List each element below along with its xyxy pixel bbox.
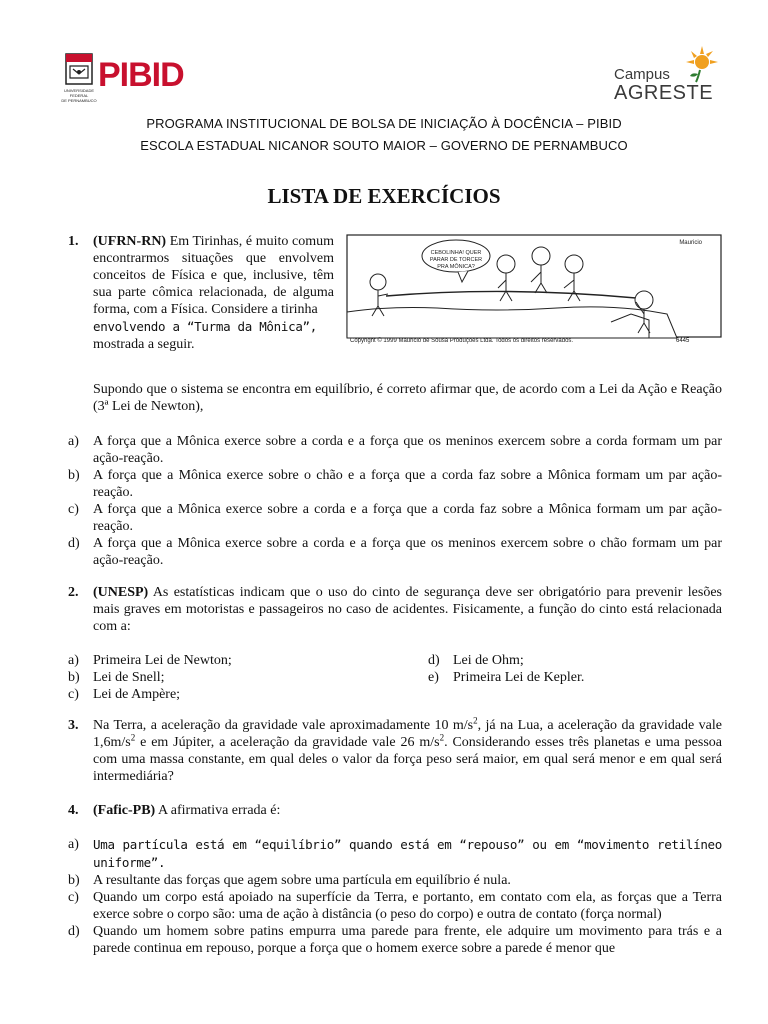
ufpe-crest-icon (61, 52, 97, 106)
question-3: 3. Na Terra, a aceleração da gravidade vale aproximadamente 10 $m/s^2$, já na Lua, a aceleração da gravidade vale $1,6m/s^2$ e em Júpiter, a aceleração da gravidade vale 26 $m/s^2$. Considerando esses três planetas e uma pessoa com uma massa constante, em qual deles o valor da força peso será maior, em qual será menor e em qual será intermediária? (68, 715, 723, 784)
agreste-wordmark: AGRESTE (614, 82, 714, 104)
option-d[interactable]: d) Lei de Ohm; (428, 653, 524, 668)
option-c[interactable]: c) Quando um corpo está apoiado na superfície da Terra, e portanto, em contato com ela, as forças que a Terra exerce sobre o corpo são: uma de ação à distância (o peso do corpo) e outra de contato (força normal) (68, 890, 722, 922)
svg-text:DE PERNAMBUCO: DE PERNAMBUCO (61, 98, 97, 103)
option-d[interactable]: d) A força que a Mônica exerce sobre a corda e a força que os meninos exercem sobre o chão formam um par ação-reação. (68, 536, 722, 568)
option-e[interactable]: e) Primeira Lei de Kepler. (428, 670, 585, 685)
question-4: 4. (Fafic-PB) A afirmativa errada é: (68, 803, 281, 818)
pibid-wordmark: PIBID (98, 56, 184, 94)
option-c[interactable]: c) Lei de Ampère; (68, 687, 181, 702)
question-2: 2. (UNESP) As estatísticas indicam que o uso do cinto de segurança deve ser obrigatório para prevenir lesões mais graves em motoristas e passageiros no caso de acidentes. Fisicamente, a função do cinto está relacionada com a: (68, 585, 722, 634)
question-2-options (68, 652, 722, 703)
svg-text:Mauricio: Mauricio (679, 240, 702, 246)
institution-line-1: PROGRAMA INSTITUCIONAL DE BOLSA DE INICIAÇÃO À DOCÊNCIA – PIBID (146, 116, 622, 131)
question-1-statement: Supondo que o sistema se encontra em equilíbrio, é correto afirmar que, de acordo com a Lei da Ação e Reação (3ª Lei de Newton), (93, 382, 722, 414)
page-header (0, 0, 768, 110)
question-source: (UNESP) (93, 585, 149, 600)
comic-code: 6445 (676, 338, 690, 344)
question-4-options (68, 836, 722, 957)
question-1-intro: 1. (UFRN-RN) Em Tirinhas, é muito comum encontrarmos situações que envolvem conceitos de Física e que, inclusive, têm sua parte cômica relacionada, de alguma forma, com a Física. Considere a tirinha envolvendo a “Turma da Mônica”, mostrada a seguir. (68, 234, 335, 352)
svg-text:FEDERAL: FEDERAL (69, 93, 89, 98)
question-number: 1. (68, 234, 79, 249)
comic-strip (346, 234, 722, 349)
campus-agreste-logo (612, 44, 724, 108)
svg-text:UNIVERSIDADE: UNIVERSIDADE (63, 88, 95, 93)
option-b[interactable]: b) A força que a Mônica exerce sobre o chão e a força que a corda faz sobre a Mônica formam um par ação-reação. (68, 468, 722, 500)
institution-line-2: ESCOLA ESTADUAL NICANOR SOUTO MAIOR – GOVERNO DE PERNAMBUCO (140, 138, 628, 153)
page-title: LISTA DE EXERCÍCIOS (267, 184, 501, 208)
option-d[interactable]: d) Quando um homem sobre patins empurra uma parede para frente, ele adquire um movimento para trás e a parede continua em repouso, porque a força que o homem exerce sobre a parede é menor que (68, 924, 722, 956)
option-c[interactable]: c) A força que a Mônica exerce sobre a corda e a força que a corda faz sobre a Mônica formam um par ação-reação. (68, 502, 722, 534)
option-b[interactable]: b) A resultante das forças que agem sobre uma partícula em equilíbrio é nula. (68, 873, 511, 888)
sun-leaf-icon (682, 44, 722, 84)
svg-text:CEBOLINHA! QUER: CEBOLINHA! QUER (430, 250, 482, 256)
question-number: 4. (68, 803, 79, 818)
question-source: (Fafic-PB) (93, 803, 156, 818)
pibid-logo (61, 52, 224, 108)
question-number: 2. (68, 585, 79, 600)
comic-caption: Copyright © 1999 Mauricio de Sousa Produções Ltda. Todos os direitos reservados. (350, 338, 574, 344)
option-a[interactable]: a) Uma partícula está em “equilíbrio” quando está em “repouso” ou em “movimento retilíneo uniforme”. (68, 837, 722, 870)
question-number: 3. (68, 718, 79, 733)
question-1-options (68, 433, 722, 569)
campus-wordmark: Campus (614, 66, 670, 83)
svg-text:PRA MÔNICA?: PRA MÔNICA? (437, 264, 475, 270)
option-b[interactable]: b) Lei de Snell; (68, 670, 165, 685)
option-a[interactable]: a) Primeira Lei de Newton; (68, 653, 232, 668)
option-a[interactable]: a) A força que a Mônica exerce sobre a corda e a força que os meninos exercem sobre a corda formam um par ação-reação. (68, 434, 722, 466)
svg-text:PARAR DE TORCER: PARAR DE TORCER (429, 257, 483, 263)
question-source: (UFRN-RN) (93, 234, 167, 249)
